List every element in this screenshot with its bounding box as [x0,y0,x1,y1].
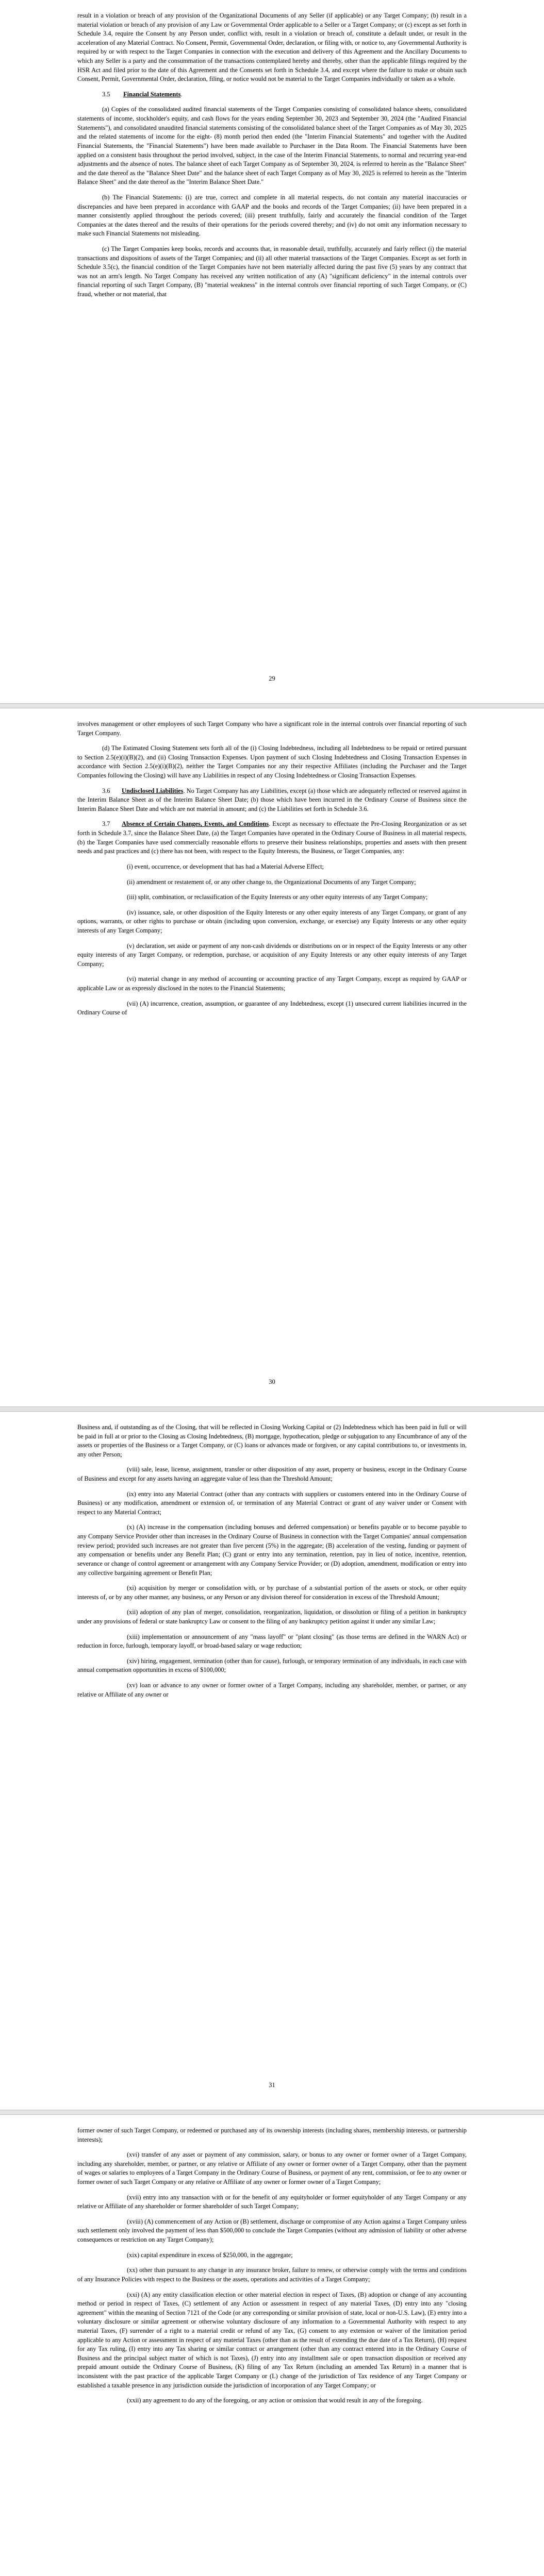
list-item: (xviii) (A) commencement of any Action or (B) settlement, discharge or compromise of any Action against a Target Company unless such settlement only involved the payment of less than $500,000 to conclude the Target Companies (without any admission of liability or other adverse consequences or restriction on any Target Company); [77,2217,467,2244]
paragraph: involves management or other employees of such Target Company who have a significant role in the internal controls over financial reporting of such Target Company. [77,720,467,737]
section-title: Absence of Certain Changes, Events, and Conditions [122,820,269,828]
list-item: (xii) adoption of any plan of merger, consolidation, reorganization, liquidation, or dissolution or filing of a petition in bankruptcy under any provisions of federal or state bankruptcy Law or consent to the filing of any bankruptcy petition against it under any similar Law; [77,1608,467,1625]
list-item: (ix) entry into any Material Contract (other than any contracts with suppliers or customers entered into in the Ordinary Course of Business) or any modification, amendment or extension of, or termination of any Material Contract or grant of any waiver under or Consent with respect to any Material Contract; [77,1490,467,1516]
list-item: (vi) material change in any method of accounting or accounting practice of any Target Company, except as required by GAAP or applicable Law or as expressly disclosed in the notes to the Financial Statements; [77,975,467,992]
list-item: (iv) issuance, sale, or other disposition of the Equity Interests or any other equity interests of any Target Company, or grant of any options, warrants, or other rights to purchase or obtain (including upon conversion, exchange, or exercise) any Equity Interests or any other equity interests of any Target Company; [77,908,467,934]
page-number: 30 [269,1378,275,1385]
page-separator [0,703,544,708]
list-item: (viii) sale, lease, license, assignment, transfer or other disposition of any asset, property or business, except in the Ordinary Course of Business and except for any assets having an aggregate value of less than the Threshold Amount; [77,1466,467,1483]
paragraph-b: (b) The Financial Statements: (i) are true, correct and complete in all material respects, do not contain any material inaccuracies or discrepancies and have been prepared in accordance with GAAP and the books and records of the Target Companies; (ii) have been prepared in a manner consistently applied throughout the periods covered; (iii) present truthfully, fairly and accurately the financial condition of the Target Companies at the dates thereof and the results of their operations for the periods covered thereby; and (iv) do not omit any information necessary to make such Financial Statements not misleading. [77,193,467,238]
section-number: 3.5 [102,90,110,98]
list-item: (xvii) entry into any transaction with or for the benefit of any equityholder or former equityholder of any Target Company or any relative or Affiliate of any shareholder or former shareholder of such Target Company; [77,2193,467,2210]
section-number: 3.6 [102,787,110,794]
list-item: (xiv) hiring, engagement, termination (other than for cause), furlough, or temporary termination of any individuals, in each case with annual compensation opportunities in excess of $100,000; [77,1657,467,1674]
list-item: (xvi) transfer of any asset or payment of any commission, salary, or bonus to any owner or former owner of a Target Company, including any shareholder, member, or partner, or any relative or Affiliate of any owner or former owner of a Target Company, other than the payment of wages or salaries to employees of a Target Company in the Ordinary Course of Business, or payment of any rent, commission, or fee to any owner or former owner of such Target Company or any relative or Affiliate of any owner or former owner of a Target Company; [77,2151,467,2186]
paragraph-a: (a) Copies of the consolidated audited financial statements of the Target Companies consisting of consolidated balance sheets, consolidated statements of income, stockholder's equity, and cash flows for the years ending September 30, 2023 and September 30, 2024 (the "Audited Financial Statements"), and consolidated unaudited financial statements consisting of the consolidated balance sheet of the Target Companies as of May 30, 2025 and the related statements of income for the eight- (8) month period then ended (the "Interim Financial Statements" and together with the Audited Financial Statements, the "Financial Statements") have been made available to Purchaser in the Data Room. The Financial Statements have been applied on a consistent basis throughout the period involved, subject, in the case of the Interim Financial Statements, to normal and recurring year-end adjustments and the absence of notes. The balance sheet of each Target Company as of September 30, 2024, is referred to herein as the "Balance Sheet" and the date thereof as the "Balance Sheet Date" and the balance sheet of each Target Company as of May 30, 2025 is referred to herein as the "Interim Balance Sheet" and the date thereof as the "Interim Balance Sheet Date." [77,106,467,186]
paragraph: result in a violation or breach of any provision of the Organizational Documents of any Seller (if applicable) or any Target Company; (b) result in a material violation or breach of any provision of any Law or Governmental Order applicable to a Seller or a Target Company; or (c) except as set forth in Schedule 3.4, require the Consent by any Person under, conflict with, result in a violation or breach of, constitute a default under, or result in the acceleration of any Material Contract. No Consent, Permit, Governmental Order, declaration, or filing with, or notice to, any Governmental Authority is required by or with respect to the Target Companies in connection with the execution and delivery of this Agreement and the Ancillary Documents to which any Seller is a party and the consummation of the transactions contemplated hereby and thereby, other than the applicable filings required by the HSR Act and filed prior to the date of this Agreement and the Consents set forth in Schedule 3.4, and except where the failure to make or obtain such Consent, Permit, Governmental Order, declaration, filing, or notice would not be material to the Target Companies individually or taken as a whole. [77,12,467,83]
section-3-6 [77,787,467,814]
list-item: (vii) (A) incurrence, creation, assumption, or guarantee of any Indebtedness, except (1) unsecured current liabilities incurred in the Ordinary Course of [77,999,467,1016]
list-item: (xv) loan or advance to any owner or former owner of a Target Company, including any shareholder, member, or partner, or any relative or Affiliate of any owner or [77,1682,467,1698]
list-item: (xix) capital expenditure in excess of $250,000, in the aggregate; [127,2251,293,2259]
section-number: 3.7 [102,820,110,828]
page-30 [0,708,544,1406]
list-item: (xi) acquisition by merger or consolidation with, or by purchase of a substantial portion of the assets or stock, or other equity interests of, or by any other manner, any business, or any Person or any division thereof for consideration in excess of the Threshold Amount; [77,1584,467,1601]
list-item: (xiii) implementation or announcement of any "mass layoff" or "plant closing" (as those terms are defined in the WARN Act) or reduction in force, furlough, temporary layoff, or broad-based salary or wage reduction; [77,1633,467,1650]
list-item: (i) event, occurrence, or development that has had a Material Adverse Effect; [127,862,324,870]
list-item: (xxi) (A) any entity classification election or other material election in respect of Taxes, (B) adoption or change of any accounting method or period in respect of Taxes, (C) settlement of any Action or assessment in respect of any material Taxes, (D) entry into any "closing agreement" within the meaning of Section 7121 of the Code (or any corresponding or similar provision of state, local or non-U.S. Law), (E) entry into a voluntary disclosure or similar agreement or otherwise voluntary disclosure of any information to a Governmental Authority with respect to any material Taxes, (F) surrender of a right to a material credit or refund of any Tax, (G) consent to any extension or waiver of the limitation period applicable to any Action or assessment in respect of any material Taxes (other than as the result of extending the due date of a Tax Return), (H) request for any Tax ruling, (I) entry into any Tax sharing or similar contract or arrangement (other than any contract entered into in the Ordinary Course of Business and the principal subject matter of which is not Taxes), (J) entry into any installment sale or open transaction disposition or received any prepaid amount outside the Ordinary Course of Business, (K) filing of any Tax Return (including an amended Tax Return) in a manner that is inconsistent with the past practice of the applicable Target Company or (L) change of the jurisdiction of Tax residence of any Target Company or established a taxable presence in any jurisdiction outside the jurisdiction of incorporation of any Target Company; or [77,2291,467,2389]
page-number: 29 [269,675,275,682]
page-number: 31 [269,2081,275,2089]
list-item: (xx) other than pursuant to any change in any insurance broker, failure to renew, or otherwise comply with the terms and conditions of any Insurance Policies with respect to the Business or the assets, operations and activities of a Target Company; [77,2266,467,2283]
section-title: Financial Statements [123,90,181,98]
page-separator [0,2110,544,2115]
page-32 [0,2115,544,2576]
section-3-7 [77,820,467,856]
list-item: (v) declaration, set aside or payment of any non-cash dividends or distributions on or in respect of the Equity Interests or any other equity interests of any Target Company, or redemption, purchase, or acquisition of any Equity Interests or any other equity interests of any Target Company; [77,942,467,968]
list-item: (iii) split, combination, or reclassification of the Equity Interests or any other equity interests of any Target Company; [127,893,428,901]
section-title: Undisclosed Liabilities [122,787,184,794]
page-29 [0,0,544,703]
paragraph-c: (c) The Target Companies keep books, records and accounts that, in reasonable detail, truthfully, accurately and fairly reflect (i) the material transactions and dispositions of assets of the Target Companies; and (ii) all other material transactions of the Target Companies. Except as set forth in Schedule 3.5(c), the financial condition of the Target Companies have not been materially affected during the past five (5) years by any contract that was not an arm's length. No Target Company has received any written notification of any (A) "significant deficiency" in the internal controls over financial reporting of such Target Company, (B) "material weakness" in the internal controls over financial reporting of such Target Company, or (C) fraud, whether or not material, that [77,245,467,298]
list-item: (xxii) any agreement to do any of the foregoing, or any action or omission that would result in any of the foregoing. [127,2397,423,2404]
section-text: . Except as necessary to effectuate the Pre-Closing Reorganization or as set forth in Schedule 3.7, since the Balance Sheet Date, (a) the Target Companies have operated in the Ordinary Course of Business in all material respects, (b) the Target Companies have used commercially reasonable efforts to preserve their business relationships, properties and assets with then present needs and past practices and (c) there has not been, with respect to the Equity Interests, the Business, or Target Companies, any: [77,820,467,855]
list-item: (x) (A) increase in the compensation (including bonuses and deferred compensation) or benefits payable or to become payable to any Company Service Provider other than increases in the Ordinary Course of Business in connection with the Target Companies' annual compensation review period; provided such increases are not greater than five percent (5%) in the aggregate; (B) acceleration of the vesting, funding or payment of any compensation or benefits under any Benefit Plan; (C) grant or entry into any termination, retention, pay in lieu of notice, incentive, retention, severance or change of control agreement or arrangement with any Company Service Provider; or (D) adoption, amendment, modification or entry into any collective bargaining agreement or Benefit Plan; [77,1523,467,1577]
section-text: . No Target Company has any Liabilities, except (a) those which are adequately reflected or reserved against in the Interim Balance Sheet as of the Interim Balance Sheet Date; (b) those which have been incurred in the Ordinary Course of Business since the Interim Balance Sheet Date and which are not material in amount; and (c) the Liabilities set forth in Schedule 3.6. [77,787,467,812]
page-separator [0,1406,544,1412]
section-heading-3-5: 3.5 Financial Statements. [77,90,467,99]
paragraph: Business and, if outstanding as of the Closing, that will be reflected in Closing Working Capital or (2) Indebtedness which has been paid in full or will be paid in full at or prior to the Closing as Closing Indebtedness, (B) mortgage, hypothecation, pledge or subjugation to any Encumbrance of any of the assets or properties of the Business or a Target Company, or (C) loans or advances made or forgiven, or any capital contributions to, or investments in, any other Person; [77,1423,467,1458]
paragraph: former owner of such Target Company, or redeemed or purchased any of its ownership interests (including shares, membership interests, or partnership interests); [77,2127,467,2143]
page-31 [0,1412,544,2110]
list-item: (ii) amendment or restatement of, or any other change to, the Organizational Documents of any Target Company; [127,878,416,886]
paragraph-d: (d) The Estimated Closing Statement sets forth all of the (i) Closing Indebtedness, including all Indebtedness to be repaid or retired pursuant to Section 2.5(e)(i)(B)(2), and (ii) Closing Transaction Expenses. Upon payment of such Closing Indebtedness and Closing Transaction Expenses in accordance with Section 2.5(e)(i)(B)(2), neither the Target Companies nor any their respective Affiliates (including the Purchaser and the Target Companies following the Closing) will have any Liabilities in respect of any Closing Indebtedness or Closing Transaction Expenses. [77,744,467,779]
